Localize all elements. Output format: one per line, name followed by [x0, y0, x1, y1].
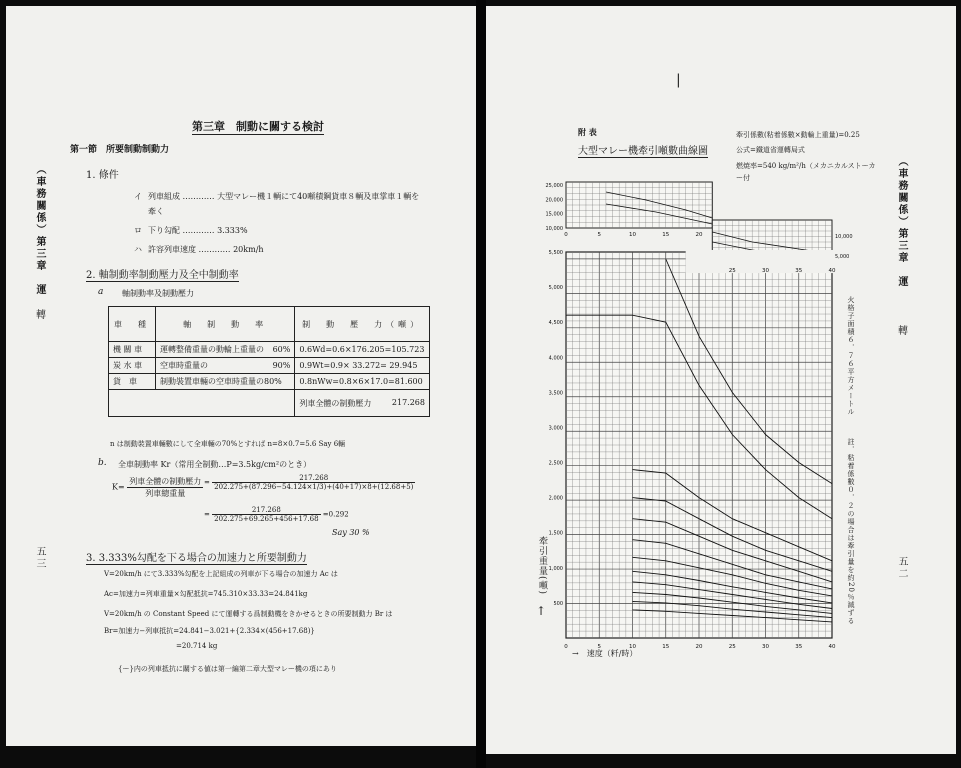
table-header: 制 動 壓 力（噸）	[295, 307, 430, 342]
inset2-x-tick-label: 25	[728, 268, 736, 274]
right-page	[486, 6, 956, 754]
inset2-y-tick-label: 10,000	[835, 234, 853, 240]
chart-grid	[566, 250, 834, 638]
condition-i-text2: 牽く	[148, 207, 164, 216]
inset2-x-tick-label: 30	[762, 268, 769, 274]
accel-line-2: Ac=加速力=列車重量×勾配抵抗=745.310×33.33=24.841kg	[104, 590, 308, 598]
sub-b-title: 全車制動率 Kr（常用全制動…P=3.5kg/cm²のとき）	[118, 460, 312, 469]
condition-ha-text: 許容列車速度 ………… 20km/h	[148, 245, 264, 254]
condition-ro-mark: ロ	[134, 226, 142, 235]
table-cell-desc: 運轉整備重量の動輪上重量の	[156, 342, 269, 358]
table-cell-calc: 0.9Wt=0.9× 33.272= 29.945	[295, 358, 430, 374]
table-cell-kind: 機 關 車	[109, 342, 156, 358]
table-row	[109, 342, 430, 358]
x-tick-label: 15	[662, 644, 670, 650]
table-cell-calc: 0.8nWw=0.8×6×17.0=81.600	[295, 374, 430, 390]
table-cell-desc: 空車時重量の	[156, 358, 269, 374]
table-header-row	[109, 307, 430, 342]
section-title: 第一節 所要制動制動力	[70, 145, 170, 155]
sub-b-mark: b.	[98, 458, 107, 468]
info-traction: 牽引係數(粘着係數×動輪上重量)=0.25	[736, 131, 860, 139]
k-formula	[112, 476, 203, 499]
x-axis-label: → 速度（粁/時）	[572, 649, 638, 658]
side-header: （車務關係）第三章 運	[896, 156, 907, 288]
y-tick-label: 5,500	[548, 250, 563, 256]
k-eq2: = $\frac{217.268}{202.275+69.265+456+17.68}$ =0.292	[204, 506, 349, 523]
side-char: 轉	[898, 326, 908, 337]
table-total-row	[109, 390, 430, 417]
y-tick-label: 3,500	[548, 390, 563, 397]
y-tick-label: 4,000	[548, 355, 563, 362]
y-axis-label: 牽引重量(噸)	[537, 536, 547, 596]
sub-a-title: 軸制動率及制動壓力	[122, 289, 194, 298]
condition-i-mark: イ	[134, 192, 142, 201]
info-formula: 公式=鐵道省運轉局式	[736, 146, 805, 154]
k-eq1: = $\frac{217.268}{202.275+(87.296-54.124\times 1/3)+(40+17)\times 8+(12.68+5)}$	[204, 474, 414, 491]
x-tick-label: 40	[828, 644, 836, 650]
k-denominator: 列車總重量	[145, 489, 186, 498]
k-eq1-denominator: 202.275+(87.296−54.124×1/3)+(40+17)×8+(12.68+5)	[214, 483, 414, 491]
y-tick-label: 5,000	[548, 285, 563, 292]
inset-x-tick-label: 0	[564, 232, 568, 238]
table-header: 車 種	[109, 307, 156, 342]
table-total-value: 217.268	[391, 397, 425, 407]
accel-line-1: V=20km/h にて3.333%勾配を上記組成の列車が下る場合の加速力 Ac は	[104, 570, 338, 578]
x-tick-label: 30	[762, 644, 769, 650]
y-tick-label: 1,500	[548, 530, 563, 537]
side-note-adhesion: 註．粘着係數０．２の場合は牽引量を約20％減ずる	[847, 438, 855, 625]
condition-ro-text: 下り勾配 ………… 3.333%	[148, 226, 248, 235]
y-tick-label: 1,000	[548, 565, 563, 572]
side-note-grate: 火格子面積６．７６平方メートル	[847, 296, 855, 416]
inset-y-tick-label: 15,000	[545, 211, 563, 218]
sub-a-mark: a	[98, 287, 104, 297]
table-row	[109, 374, 430, 390]
accel-line-5: =20.714 kg	[176, 642, 218, 650]
x-tick-label: 25	[728, 644, 736, 650]
inset-x-tick-label: 15	[662, 232, 670, 238]
appendix-label: 附 表	[578, 127, 597, 137]
table-cell-calc: 0.6Wd=0.6×176.205=105.723	[295, 342, 430, 358]
item3-title: 3. 3.333%勾配を下る場合の加速力と所要制動力	[86, 549, 307, 565]
condition-ha-mark: ハ	[134, 245, 142, 254]
blank-area	[686, 250, 834, 273]
accel-line-3: V=20km/h の Constant Speed にて運轉する爲制動機をきかせるときの所要制動力 Br は	[104, 610, 393, 618]
inset-y-tick-label: 20,000	[545, 197, 563, 204]
inset-x-tick-label: 5	[597, 232, 601, 238]
y-tick-label: 4,500	[548, 320, 563, 327]
k-eq2-numerator: 217.268	[212, 506, 320, 515]
y-tick-label: 3,000	[548, 425, 563, 432]
k-eq2-result: =0.292	[322, 510, 349, 519]
inset-x-tick-label: 20	[695, 232, 703, 238]
k-say: Say 30 %	[332, 528, 370, 537]
side-char: 轉	[36, 310, 46, 321]
info-combustion: 燃焼率=540 kg/m²/h（メカニカルストーカー付	[736, 162, 876, 182]
table-cell-desc: 制動裝置車輛の空車時重量の80%	[156, 374, 295, 390]
table-header: 軸 制 動 率	[156, 307, 295, 342]
footnote: {ー}内の列車抵抗に關する値は第一編第二章大型マレー機の項にあり	[118, 665, 337, 673]
side-header: （車務關係）第三章 運	[34, 164, 45, 296]
item1-title: 1. 條件	[86, 170, 119, 181]
book-gutter	[476, 0, 486, 768]
inset-y-tick-label: 25,000	[545, 182, 563, 189]
inset2-x-tick-label: 40	[828, 268, 836, 274]
table-row	[109, 358, 430, 374]
chapter-title: 第三章 制動に關する検討	[192, 120, 324, 133]
k-fraction	[127, 476, 203, 499]
inset-x-tick-label: 10	[629, 232, 636, 238]
brake-table	[108, 306, 430, 417]
x-tick-label: 5	[597, 644, 601, 650]
page-number: 五二	[896, 556, 907, 580]
k-symbol: K=	[112, 482, 125, 492]
inset-y-tick-label: 10,000	[545, 226, 563, 232]
y-tick-label: 2,000	[548, 495, 563, 502]
inset2-y-tick-label: 5,000	[835, 254, 850, 260]
x-tick-label: 20	[695, 644, 703, 650]
inset2-x-tick-label: 35	[795, 268, 803, 274]
page-number: 五三	[34, 546, 45, 570]
traction-chart	[486, 6, 956, 754]
k-eq1-numerator: 217.268	[212, 474, 415, 483]
table-cell-kind: 貨 車	[109, 374, 156, 390]
x-tick-label: 0	[564, 644, 568, 650]
condition-i-text: 列車組成 ………… 大型マレー機１輌にて40噸積鋼貨車８輌及車掌車１輌を	[148, 192, 420, 201]
k-eq2-denominator: 202.275+69.265+456+17.68	[214, 515, 319, 523]
y-axis-arrow: ↑	[536, 604, 547, 618]
accel-line-4: Br=加速力−列車抵抗=24.841−3.021+{2.334×(456+17.68)}	[104, 627, 315, 635]
item2-title: 2. 軸制動率制動壓力及全中制動率	[86, 266, 239, 282]
x-tick-label: 35	[795, 644, 803, 650]
margin-mark: |	[676, 72, 681, 88]
y-tick-label: 2,500	[548, 460, 563, 467]
x-tick-label: 10	[629, 644, 636, 650]
k-numerator: 列車全體の制動壓力	[129, 477, 202, 486]
table-note: n は制動裝置車輛數にして全車輛の70%とすれば n=8×0.7=5.6 Say 6輛	[110, 440, 346, 448]
y-tick-label: 500	[553, 600, 563, 607]
chart-title: 大型マレー機牽引噸數曲線圖	[578, 142, 708, 158]
left-page	[6, 6, 476, 746]
table-cell-pct: 90%	[268, 358, 294, 374]
table-cell-pct: 60%	[268, 342, 294, 358]
table-total-label: 列車全體の制動壓力	[299, 398, 372, 408]
table-cell-kind: 炭 水 車	[109, 358, 156, 374]
